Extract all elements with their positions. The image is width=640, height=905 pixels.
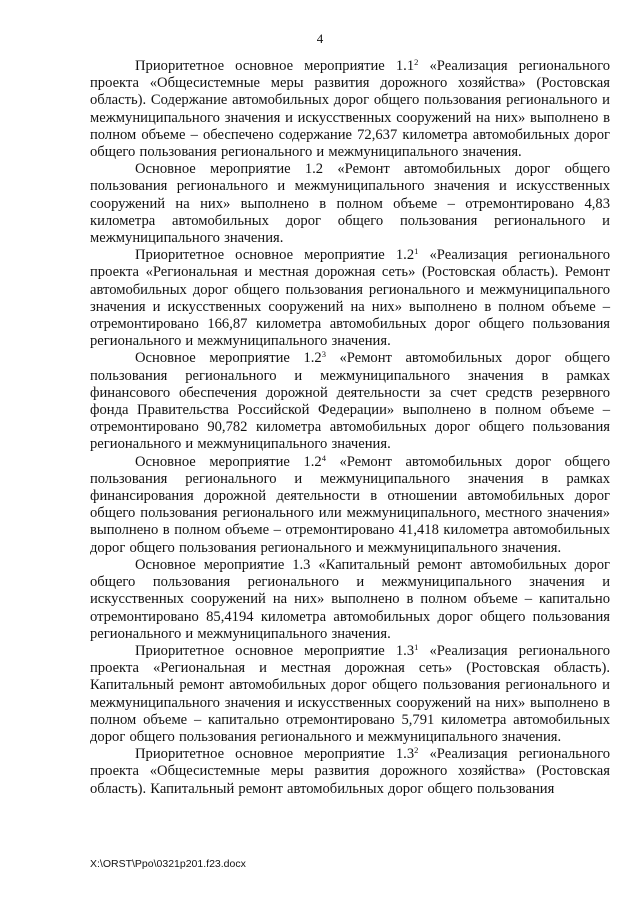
paragraph-text: Основное мероприятие 1.2 xyxy=(135,453,322,470)
superscript-index: 2 xyxy=(414,57,419,67)
paragraph xyxy=(90,746,610,798)
paragraph-text: «Реализация регионального проекта «Региональная и местная дорожная сеть» (Ростовская область). Капитальный ремонт автомобильных дорог общего пользования регионального и межмуниципального значения и искусственных сооружений на них» выполнено в полном объеме – капитально отремонтировано 5,791 километра автомобильных дорог общего пользования регионального и межмуниципального значения. xyxy=(90,642,610,745)
paragraph-text: Основное мероприятие 1.2 xyxy=(135,350,322,367)
paragraph xyxy=(90,58,610,161)
paragraph xyxy=(90,643,610,746)
paragraph-text: Основное мероприятие 1.3 «Капитальный ремонт автомобильных дорог общего пользования регионального и межмуниципального значения и искусственных сооружений на них» выполнено в полном объеме – капитально отремонтировано 85,4194 километра автомобильных дорог общего пользования регионального и межмуниципального значения. xyxy=(90,556,610,642)
paragraph-text: Приоритетное основное мероприятие 1.3 xyxy=(135,746,415,763)
paragraph xyxy=(90,350,610,453)
superscript-index: 3 xyxy=(321,349,326,360)
paragraph-text: «Ремонт автомобильных дорог общего пользования регионального и межмуниципального значения в рамках финансового обеспечения дорожной деятельности за счет средств резервного фонда Правительства Российской Федерации» выполнено в полном объеме – отремонтировано 90,782 километра автомобильных дорог общего пользования регионального и межмуниципального значения. xyxy=(90,350,610,453)
paragraph xyxy=(90,161,610,247)
superscript-index: 1 xyxy=(414,641,419,652)
paragraph-text: «Реализация регионального проекта «Региональная и местная дорожная сеть» (Ростовская область). Ремонт автомобильных дорог общего пользования регионального и межмуниципального значения и искусственных сооружений на них» выполнено в полном объеме – отремонтировано 166,87 километра автомобильных дорог общего пользования регионального и межмуниципального значения. xyxy=(90,247,610,350)
body-text xyxy=(90,58,610,798)
page-number: 4 xyxy=(316,31,324,46)
paragraph-text: Основное мероприятие 1.2 «Ремонт автомобильных дорог общего пользования регионального и межмуниципального значения и искусственных сооружений на них» выполнено в полном объеме – отремонтировано 4,83 километра автомобильных дорог общего пользования регионального и межмуниципального значения. xyxy=(90,161,610,247)
paragraph-text: «Ремонт автомобильных дорог общего пользования регионального и межмуниципального значения в рамках финансирования дорожной деятельности в отношении автомобильных дорог общего пользования регионального или межмуниципального, местного значения» выполнено в полном объеме – отремонтировано 41,418 километра автомобильных дорог общего пользования регионального и межмуниципального значения. xyxy=(90,453,610,556)
paragraph-text: Приоритетное основное мероприятие 1.2 xyxy=(135,247,415,264)
superscript-index: 2 xyxy=(414,745,419,756)
paragraph xyxy=(90,247,610,350)
paragraph-text: Приоритетное основное мероприятие 1.3 xyxy=(135,642,415,659)
paragraph-text: Приоритетное основное мероприятие 1.1 xyxy=(135,58,415,74)
file-path-footer: X:\ORST\Ppo\0321p201.f23.docx xyxy=(90,858,246,870)
paragraph-text: «Реализация регионального проекта «Общесистемные меры развития дорожного хозяйства» (Ростовская область). Содержание автомобильных дорог общего пользования регионального и межмуниципального значения и искусственных сооружений на них» выполнено в полном объеме – обеспечено содержание 72,637 километра автомобильных дорог общего пользования регионального и межмуниципального значения. xyxy=(90,58,610,161)
paragraph xyxy=(90,557,610,643)
paragraph xyxy=(90,454,610,557)
superscript-index: 4 xyxy=(321,452,326,463)
paragraph-text: «Реализация регионального проекта «Общесистемные меры развития дорожного хозяйства» (Ростовская область). Капитальный ремонт автомобильных дорог общего пользования xyxy=(90,746,610,797)
superscript-index: 1 xyxy=(414,246,419,257)
